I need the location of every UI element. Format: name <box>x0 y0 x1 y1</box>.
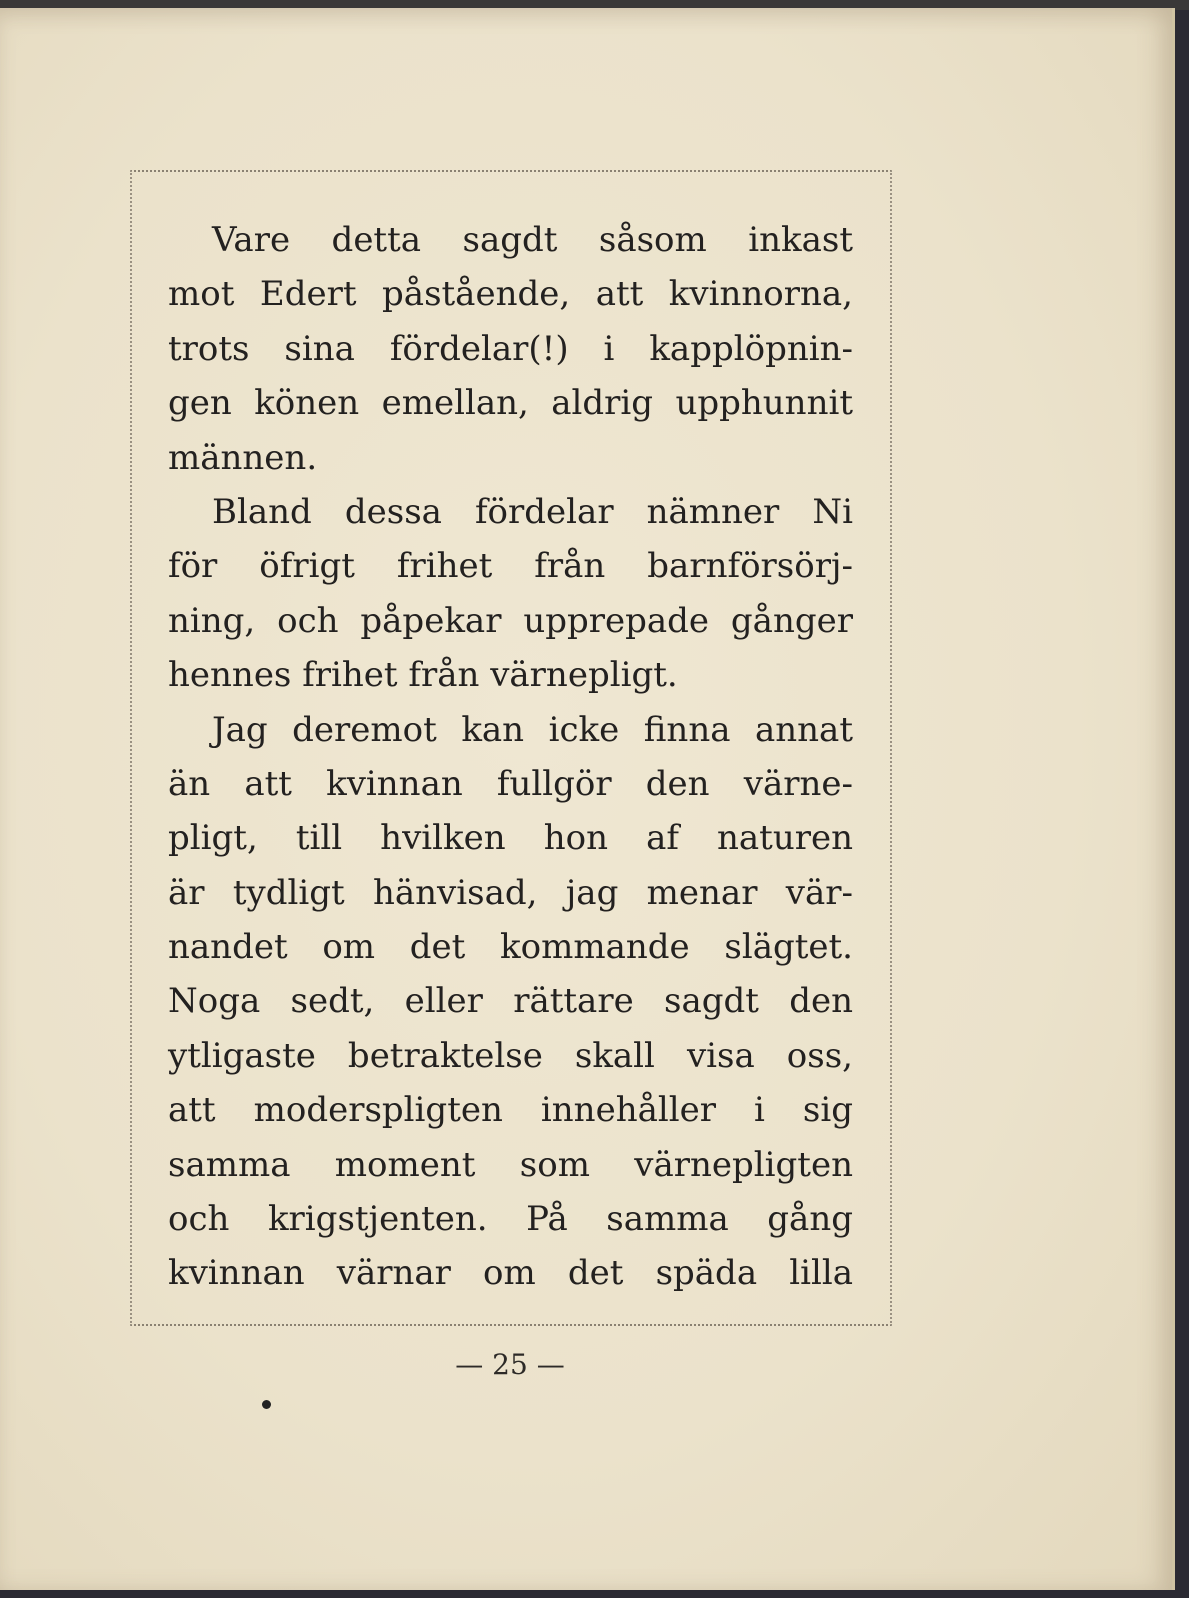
text-line: mot Edert påstående, att kvinnorna, <box>168 274 853 315</box>
text-line: är tydligt hänvisad, jag menar vär- <box>168 872 853 913</box>
text-line: Noga sedt, eller rättare sagdt den <box>168 981 853 1022</box>
body-text <box>168 213 853 1301</box>
text-line: att moderspligten innehåller i sig <box>168 1090 853 1131</box>
text-line: kvinnan värnar om det späda lilla <box>168 1253 853 1294</box>
text-line: pligt, till hvilken hon af naturen <box>168 818 853 859</box>
text-line: gen könen emellan, aldrig upphunnit <box>168 383 853 424</box>
text-line: än att kvinnan fullgör den värne- <box>168 763 853 804</box>
text-line: hennes frihet från värnepligt. <box>168 655 678 696</box>
text-line: trots sina fördelar(!) i kapplöpnin- <box>168 328 853 369</box>
ink-dot <box>262 1400 271 1409</box>
text-line: samma moment som värnepligten <box>168 1144 853 1185</box>
text-line: ytligaste betraktelse skall visa oss, <box>168 1035 853 1076</box>
page-number: — 25 — <box>455 1348 565 1381</box>
text-line: Jag deremot kan icke finna annat <box>212 709 853 750</box>
text-line: för öfrigt frihet från barnförsörj- <box>168 546 853 587</box>
text-line: och krigstjenten. På samma gång <box>168 1199 853 1240</box>
text-line: Bland dessa fördelar nämner Ni <box>212 491 853 532</box>
text-line: männen. <box>168 437 318 478</box>
text-line: nandet om det kommande slägtet. <box>168 927 853 968</box>
text-line: ning, och påpekar upprepade gånger <box>168 600 853 641</box>
text-line: Vare detta sagdt såsom inkast <box>212 220 853 260</box>
